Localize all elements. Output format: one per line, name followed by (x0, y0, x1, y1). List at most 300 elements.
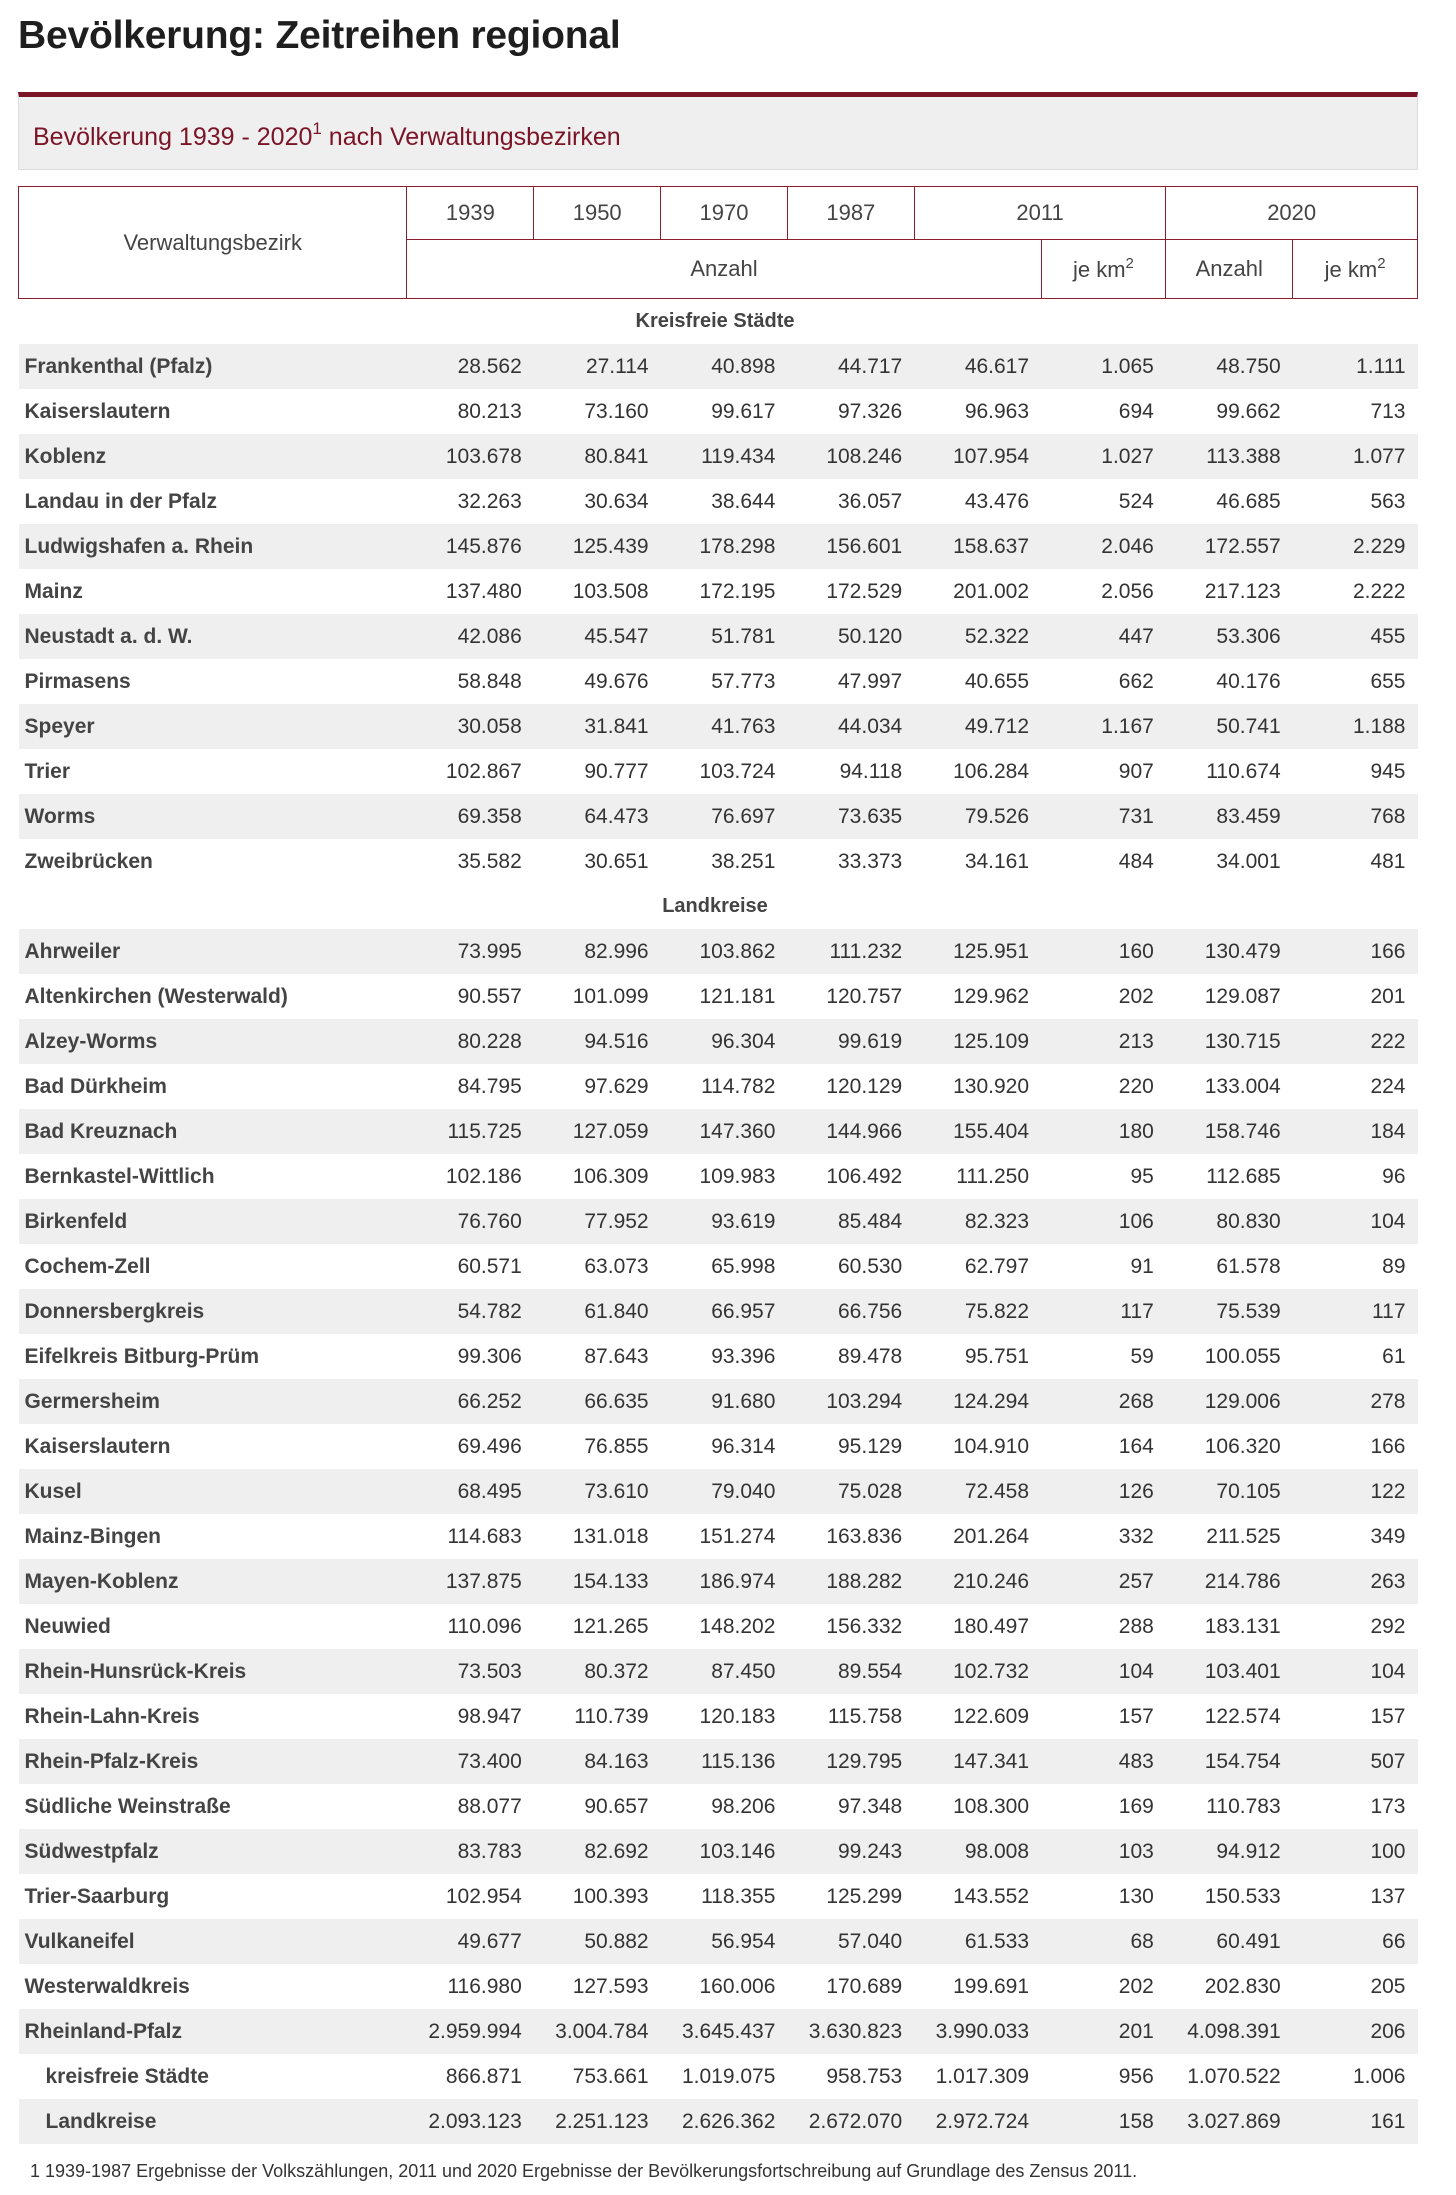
table-row (19, 1019, 1418, 1064)
row-value-cell: 59 (1041, 1334, 1166, 1379)
group-label: Landkreise (19, 884, 1418, 929)
row-value-cell: 103.146 (661, 1829, 788, 1874)
header-sup: 2 (1125, 255, 1134, 272)
row-value-cell: 41.763 (661, 704, 788, 749)
table-row (19, 1334, 1418, 1379)
row-value-cell: 99.619 (787, 1019, 914, 1064)
row-value-cell: 120.129 (787, 1064, 914, 1109)
row-name-cell: Bad Kreuznach (19, 1109, 407, 1154)
row-value-cell: 90.657 (534, 1784, 661, 1829)
row-value-cell: 76.855 (534, 1424, 661, 1469)
row-value-cell: 96.304 (661, 1019, 788, 1064)
row-value-cell: 44.034 (787, 704, 914, 749)
row-name-cell: Rhein-Hunsrück-Kreis (19, 1649, 407, 1694)
row-value-cell: 30.058 (407, 704, 534, 749)
row-value-cell: 103.862 (661, 929, 788, 974)
row-value-cell: 28.562 (407, 344, 534, 389)
row-value-cell: 56.954 (661, 1919, 788, 1964)
table-row (19, 1424, 1418, 1469)
row-value-cell: 155.404 (914, 1109, 1041, 1154)
table-header (19, 187, 1418, 299)
row-value-cell: 144.966 (787, 1109, 914, 1154)
row-value-cell: 130.920 (914, 1064, 1041, 1109)
row-value-cell: 33.373 (787, 839, 914, 884)
row-value-cell: 44.717 (787, 344, 914, 389)
row-value-cell: 96.314 (661, 1424, 788, 1469)
table-row (19, 1964, 1418, 2009)
row-value-cell: 104 (1293, 1199, 1418, 1244)
row-value-cell: 713 (1293, 389, 1418, 434)
row-value-cell: 210.246 (914, 1559, 1041, 1604)
row-value-cell: 172.195 (661, 569, 788, 614)
table-row (19, 929, 1418, 974)
header-je-km-label: je km (1072, 257, 1126, 282)
row-value-cell: 257 (1041, 1559, 1166, 1604)
row-value-cell: 178.298 (661, 524, 788, 569)
row-value-cell: 99.617 (661, 389, 788, 434)
table-row (19, 1649, 1418, 1694)
row-name-cell: Kaiserslautern (19, 1424, 407, 1469)
row-value-cell: 40.898 (661, 344, 788, 389)
row-value-cell: 170.689 (787, 1964, 914, 2009)
row-value-cell: 38.251 (661, 839, 788, 884)
row-value-cell: 93.396 (661, 1334, 788, 1379)
row-value-cell: 1.188 (1293, 704, 1418, 749)
row-value-cell: 129.795 (787, 1739, 914, 1784)
row-value-cell: 27.114 (534, 344, 661, 389)
row-value-cell: 161 (1293, 2099, 1418, 2144)
row-value-cell: 158.637 (914, 524, 1041, 569)
header-je-km2-2020 (1293, 240, 1418, 299)
row-value-cell: 4.098.391 (1166, 2009, 1293, 2054)
header-year-1950: 1950 (534, 187, 661, 240)
header-sup-2020: 2 (1377, 255, 1386, 272)
row-value-cell: 127.593 (534, 1964, 661, 2009)
row-value-cell: 166 (1293, 1424, 1418, 1469)
row-value-cell: 91 (1041, 1244, 1166, 1289)
group-header-row (19, 299, 1418, 345)
table-row (19, 1064, 1418, 1109)
row-value-cell: 90.777 (534, 749, 661, 794)
row-value-cell: 1.017.309 (914, 2054, 1041, 2099)
row-value-cell: 98.206 (661, 1784, 788, 1829)
row-value-cell: 137 (1293, 1874, 1418, 1919)
row-value-cell: 51.781 (661, 614, 788, 659)
row-value-cell: 103.401 (1166, 1649, 1293, 1694)
row-name-cell: Südliche Weinstraße (19, 1784, 407, 1829)
table-row (19, 794, 1418, 839)
row-value-cell: 96.963 (914, 389, 1041, 434)
table-row (19, 839, 1418, 884)
row-value-cell: 43.476 (914, 479, 1041, 524)
table-row (19, 2054, 1418, 2099)
row-value-cell: 117 (1041, 1289, 1166, 1334)
row-value-cell: 945 (1293, 749, 1418, 794)
row-value-cell: 80.228 (407, 1019, 534, 1064)
row-value-cell: 94.516 (534, 1019, 661, 1064)
row-value-cell: 50.741 (1166, 704, 1293, 749)
row-name-cell: Landkreise (19, 2099, 407, 2144)
row-value-cell: 956 (1041, 2054, 1166, 2099)
row-value-cell: 205 (1293, 1964, 1418, 2009)
row-value-cell: 95.129 (787, 1424, 914, 1469)
row-value-cell: 507 (1293, 1739, 1418, 1784)
row-value-cell: 292 (1293, 1604, 1418, 1649)
row-value-cell: 731 (1041, 794, 1166, 839)
table-row (19, 1739, 1418, 1784)
row-value-cell: 50.882 (534, 1919, 661, 1964)
row-name-cell: Rhein-Lahn-Kreis (19, 1694, 407, 1739)
row-value-cell: 133.004 (1166, 1064, 1293, 1109)
row-value-cell: 2.626.362 (661, 2099, 788, 2144)
row-value-cell: 158.746 (1166, 1109, 1293, 1154)
row-value-cell: 2.046 (1041, 524, 1166, 569)
row-value-cell: 114.683 (407, 1514, 534, 1559)
row-value-cell: 455 (1293, 614, 1418, 659)
header-bezirk: Verwaltungsbezirk (19, 187, 407, 299)
table-row (19, 434, 1418, 479)
row-value-cell: 173 (1293, 1784, 1418, 1829)
row-value-cell: 110.096 (407, 1604, 534, 1649)
row-value-cell: 66.252 (407, 1379, 534, 1424)
row-value-cell: 169 (1041, 1784, 1166, 1829)
population-table (18, 186, 1418, 2144)
row-value-cell: 214.786 (1166, 1559, 1293, 1604)
row-value-cell: 101.099 (534, 974, 661, 1019)
row-value-cell: 217.123 (1166, 569, 1293, 614)
row-value-cell: 563 (1293, 479, 1418, 524)
row-value-cell: 61 (1293, 1334, 1418, 1379)
row-name-cell: Eifelkreis Bitburg-Prüm (19, 1334, 407, 1379)
row-value-cell: 202 (1041, 1964, 1166, 2009)
row-name-cell: Altenkirchen (Westerwald) (19, 974, 407, 1019)
row-value-cell: 38.644 (661, 479, 788, 524)
row-value-cell: 524 (1041, 479, 1166, 524)
table-row (19, 389, 1418, 434)
row-value-cell: 96 (1293, 1154, 1418, 1199)
table-row (19, 1199, 1418, 1244)
footnote: 1 1939-1987 Ergebnisse der Volkszählungen, 2011 und 2020 Ergebnisse der Bevölkerungsfortschreibung auf Grundlage des Zensus 2011. (30, 2161, 1138, 2181)
row-value-cell: 137.875 (407, 1559, 534, 1604)
row-value-cell: 907 (1041, 749, 1166, 794)
row-value-cell: 70.105 (1166, 1469, 1293, 1514)
row-value-cell: 114.782 (661, 1064, 788, 1109)
row-value-cell: 113.388 (1166, 434, 1293, 479)
row-value-cell: 121.265 (534, 1604, 661, 1649)
row-value-cell: 120.183 (661, 1694, 788, 1739)
row-value-cell: 206 (1293, 2009, 1418, 2054)
row-value-cell: 125.439 (534, 524, 661, 569)
row-value-cell: 2.251.123 (534, 2099, 661, 2144)
row-name-cell: Koblenz (19, 434, 407, 479)
row-value-cell: 91.680 (661, 1379, 788, 1424)
table-row (19, 1469, 1418, 1514)
row-value-cell: 97.326 (787, 389, 914, 434)
row-value-cell: 106.320 (1166, 1424, 1293, 1469)
row-name-cell: Donnersbergkreis (19, 1289, 407, 1334)
row-value-cell: 88.077 (407, 1784, 534, 1829)
row-value-cell: 30.651 (534, 839, 661, 884)
row-value-cell: 103.678 (407, 434, 534, 479)
row-value-cell: 42.086 (407, 614, 534, 659)
row-value-cell: 94.118 (787, 749, 914, 794)
row-value-cell: 73.995 (407, 929, 534, 974)
row-value-cell: 64.473 (534, 794, 661, 839)
header-je-km-label-2020: je km (1324, 257, 1378, 282)
table-caption (33, 119, 621, 152)
row-value-cell: 110.739 (534, 1694, 661, 1739)
row-name-cell: Landau in der Pfalz (19, 479, 407, 524)
table-row (19, 1289, 1418, 1334)
row-value-cell: 84.163 (534, 1739, 661, 1784)
row-value-cell: 483 (1041, 1739, 1166, 1784)
row-value-cell: 107.954 (914, 434, 1041, 479)
row-value-cell: 93.619 (661, 1199, 788, 1244)
table-row (19, 974, 1418, 1019)
row-value-cell: 87.450 (661, 1649, 788, 1694)
row-value-cell: 125.951 (914, 929, 1041, 974)
row-value-cell: 662 (1041, 659, 1166, 704)
row-value-cell: 154.133 (534, 1559, 661, 1604)
row-value-cell: 1.111 (1293, 344, 1418, 389)
row-value-cell: 73.400 (407, 1739, 534, 1784)
row-value-cell: 90.557 (407, 974, 534, 1019)
row-value-cell: 655 (1293, 659, 1418, 704)
row-value-cell: 106.492 (787, 1154, 914, 1199)
row-value-cell: 202.830 (1166, 1964, 1293, 2009)
row-value-cell: 220 (1041, 1064, 1166, 1109)
row-value-cell: 80.830 (1166, 1199, 1293, 1244)
row-value-cell: 201.264 (914, 1514, 1041, 1559)
header-anzahl-2020: Anzahl (1166, 240, 1293, 299)
row-name-cell: Neuwied (19, 1604, 407, 1649)
row-value-cell: 76.760 (407, 1199, 534, 1244)
row-value-cell: 117 (1293, 1289, 1418, 1334)
row-value-cell: 48.750 (1166, 344, 1293, 389)
row-value-cell: 103.508 (534, 569, 661, 614)
row-value-cell: 102.867 (407, 749, 534, 794)
row-value-cell: 157 (1293, 1694, 1418, 1739)
row-value-cell: 73.503 (407, 1649, 534, 1694)
row-value-cell: 1.167 (1041, 704, 1166, 749)
table-row (19, 2099, 1418, 2144)
row-value-cell: 89.478 (787, 1334, 914, 1379)
row-name-cell: Südwestpfalz (19, 1829, 407, 1874)
caption-text-before: Bevölkerung 1939 - 2020 (33, 123, 313, 151)
row-value-cell: 45.547 (534, 614, 661, 659)
row-value-cell: 143.552 (914, 1874, 1041, 1919)
row-value-cell: 111.250 (914, 1154, 1041, 1199)
row-value-cell: 131.018 (534, 1514, 661, 1559)
row-value-cell: 213 (1041, 1019, 1166, 1064)
table-row (19, 1379, 1418, 1424)
row-value-cell: 2.093.123 (407, 2099, 534, 2144)
row-value-cell: 447 (1041, 614, 1166, 659)
row-value-cell: 80.841 (534, 434, 661, 479)
group-header-row (19, 884, 1418, 929)
row-value-cell: 103.724 (661, 749, 788, 794)
row-value-cell: 65.998 (661, 1244, 788, 1289)
row-value-cell: 73.160 (534, 389, 661, 434)
row-value-cell: 116.980 (407, 1964, 534, 2009)
header-year-2020: 2020 (1166, 187, 1418, 240)
header-year-2011: 2011 (914, 187, 1166, 240)
row-value-cell: 349 (1293, 1514, 1418, 1559)
row-value-cell: 109.983 (661, 1154, 788, 1199)
table-row (19, 1154, 1418, 1199)
row-value-cell: 104 (1293, 1649, 1418, 1694)
row-name-cell: Ahrweiler (19, 929, 407, 974)
row-value-cell: 102.954 (407, 1874, 534, 1919)
row-name-cell: Bad Dürkheim (19, 1064, 407, 1109)
row-value-cell: 104 (1041, 1649, 1166, 1694)
row-name-cell: Zweibrücken (19, 839, 407, 884)
row-value-cell: 3.004.784 (534, 2009, 661, 2054)
row-value-cell: 110.783 (1166, 1784, 1293, 1829)
table-row (19, 749, 1418, 794)
row-value-cell: 263 (1293, 1559, 1418, 1604)
row-value-cell: 3.645.437 (661, 2009, 788, 2054)
row-value-cell: 68 (1041, 1919, 1166, 1964)
row-name-cell: Bernkastel-Wittlich (19, 1154, 407, 1199)
row-value-cell: 199.691 (914, 1964, 1041, 2009)
caption-footnote-ref: 1 (312, 119, 322, 138)
table-row (19, 1784, 1418, 1829)
row-value-cell: 121.181 (661, 974, 788, 1019)
row-value-cell: 125.299 (787, 1874, 914, 1919)
row-value-cell: 288 (1041, 1604, 1166, 1649)
row-value-cell: 79.526 (914, 794, 1041, 839)
row-value-cell: 157 (1041, 1694, 1166, 1739)
row-name-cell: Trier-Saarburg (19, 1874, 407, 1919)
row-name-cell: Kusel (19, 1469, 407, 1514)
row-value-cell: 75.822 (914, 1289, 1041, 1334)
row-value-cell: 164 (1041, 1424, 1166, 1469)
row-value-cell: 160 (1041, 929, 1166, 974)
row-value-cell: 31.841 (534, 704, 661, 749)
row-name-cell: Mayen-Koblenz (19, 1559, 407, 1604)
row-value-cell: 172.557 (1166, 524, 1293, 569)
row-value-cell: 106 (1041, 1199, 1166, 1244)
row-value-cell: 49.676 (534, 659, 661, 704)
row-value-cell: 32.263 (407, 479, 534, 524)
row-value-cell: 95 (1041, 1154, 1166, 1199)
row-value-cell: 99.243 (787, 1829, 914, 1874)
table-row (19, 1874, 1418, 1919)
row-value-cell: 49.677 (407, 1919, 534, 1964)
row-value-cell: 108.246 (787, 434, 914, 479)
header-year-1970: 1970 (661, 187, 788, 240)
row-value-cell: 102.186 (407, 1154, 534, 1199)
row-value-cell: 172.529 (787, 569, 914, 614)
row-value-cell: 40.655 (914, 659, 1041, 704)
row-value-cell: 2.959.994 (407, 2009, 534, 2054)
row-name-cell: Alzey-Worms (19, 1019, 407, 1064)
row-name-cell: Mainz (19, 569, 407, 614)
table-row (19, 659, 1418, 704)
row-value-cell: 1.027 (1041, 434, 1166, 479)
row-value-cell: 150.533 (1166, 1874, 1293, 1919)
row-value-cell: 3.990.033 (914, 2009, 1041, 2054)
row-name-cell: kreisfreie Städte (19, 2054, 407, 2099)
row-value-cell: 180 (1041, 1109, 1166, 1154)
row-value-cell: 201 (1293, 974, 1418, 1019)
row-value-cell: 3.027.869 (1166, 2099, 1293, 2144)
row-name-cell: Neustadt a. d. W. (19, 614, 407, 659)
row-value-cell: 97.629 (534, 1064, 661, 1109)
row-value-cell: 75.539 (1166, 1289, 1293, 1334)
row-value-cell: 76.697 (661, 794, 788, 839)
row-value-cell: 61.840 (534, 1289, 661, 1334)
row-name-cell: Speyer (19, 704, 407, 749)
row-value-cell: 1.019.075 (661, 2054, 788, 2099)
row-value-cell: 103 (1041, 1829, 1166, 1874)
row-value-cell: 115.725 (407, 1109, 534, 1154)
group-label: Kreisfreie Städte (19, 299, 1418, 345)
row-value-cell: 87.643 (534, 1334, 661, 1379)
row-value-cell: 118.355 (661, 1874, 788, 1919)
row-value-cell: 60.571 (407, 1244, 534, 1289)
row-value-cell: 30.634 (534, 479, 661, 524)
row-value-cell: 156.332 (787, 1604, 914, 1649)
row-value-cell: 99.306 (407, 1334, 534, 1379)
row-value-cell: 69.358 (407, 794, 534, 839)
table-row (19, 1829, 1418, 1874)
row-value-cell: 36.057 (787, 479, 914, 524)
row-value-cell: 147.360 (661, 1109, 788, 1154)
row-value-cell: 112.685 (1166, 1154, 1293, 1199)
row-name-cell: Mainz-Bingen (19, 1514, 407, 1559)
row-name-cell: Birkenfeld (19, 1199, 407, 1244)
row-value-cell: 49.712 (914, 704, 1041, 749)
row-value-cell: 1.077 (1293, 434, 1418, 479)
row-value-cell: 100.055 (1166, 1334, 1293, 1379)
row-value-cell: 183.131 (1166, 1604, 1293, 1649)
row-value-cell: 104.910 (914, 1424, 1041, 1469)
caption-text-after: nach Verwaltungsbezirken (321, 123, 621, 151)
row-value-cell: 166 (1293, 929, 1418, 974)
table-row (19, 1559, 1418, 1604)
row-value-cell: 46.617 (914, 344, 1041, 389)
row-value-cell: 72.458 (914, 1469, 1041, 1514)
row-value-cell: 222 (1293, 1019, 1418, 1064)
header-je-km2-2011 (1041, 240, 1166, 299)
row-value-cell: 2.056 (1041, 569, 1166, 614)
row-name-cell: Rhein-Pfalz-Kreis (19, 1739, 407, 1784)
row-name-cell: Ludwigshafen a. Rhein (19, 524, 407, 569)
header-year-1987: 1987 (787, 187, 914, 240)
row-value-cell: 130.715 (1166, 1019, 1293, 1064)
row-value-cell: 129.962 (914, 974, 1041, 1019)
header-anzahl: Anzahl (407, 240, 1041, 299)
row-value-cell: 154.754 (1166, 1739, 1293, 1784)
row-value-cell: 211.525 (1166, 1514, 1293, 1559)
row-value-cell: 2.222 (1293, 569, 1418, 614)
row-value-cell: 83.459 (1166, 794, 1293, 839)
row-value-cell: 145.876 (407, 524, 534, 569)
row-value-cell: 80.372 (534, 1649, 661, 1694)
row-value-cell: 75.028 (787, 1469, 914, 1514)
table-row (19, 569, 1418, 614)
table-row (19, 1244, 1418, 1289)
row-value-cell: 156.601 (787, 524, 914, 569)
row-value-cell: 106.309 (534, 1154, 661, 1199)
row-value-cell: 85.484 (787, 1199, 914, 1244)
row-value-cell: 2.672.070 (787, 2099, 914, 2144)
row-value-cell: 46.685 (1166, 479, 1293, 524)
row-value-cell: 50.120 (787, 614, 914, 659)
row-value-cell: 66.957 (661, 1289, 788, 1334)
